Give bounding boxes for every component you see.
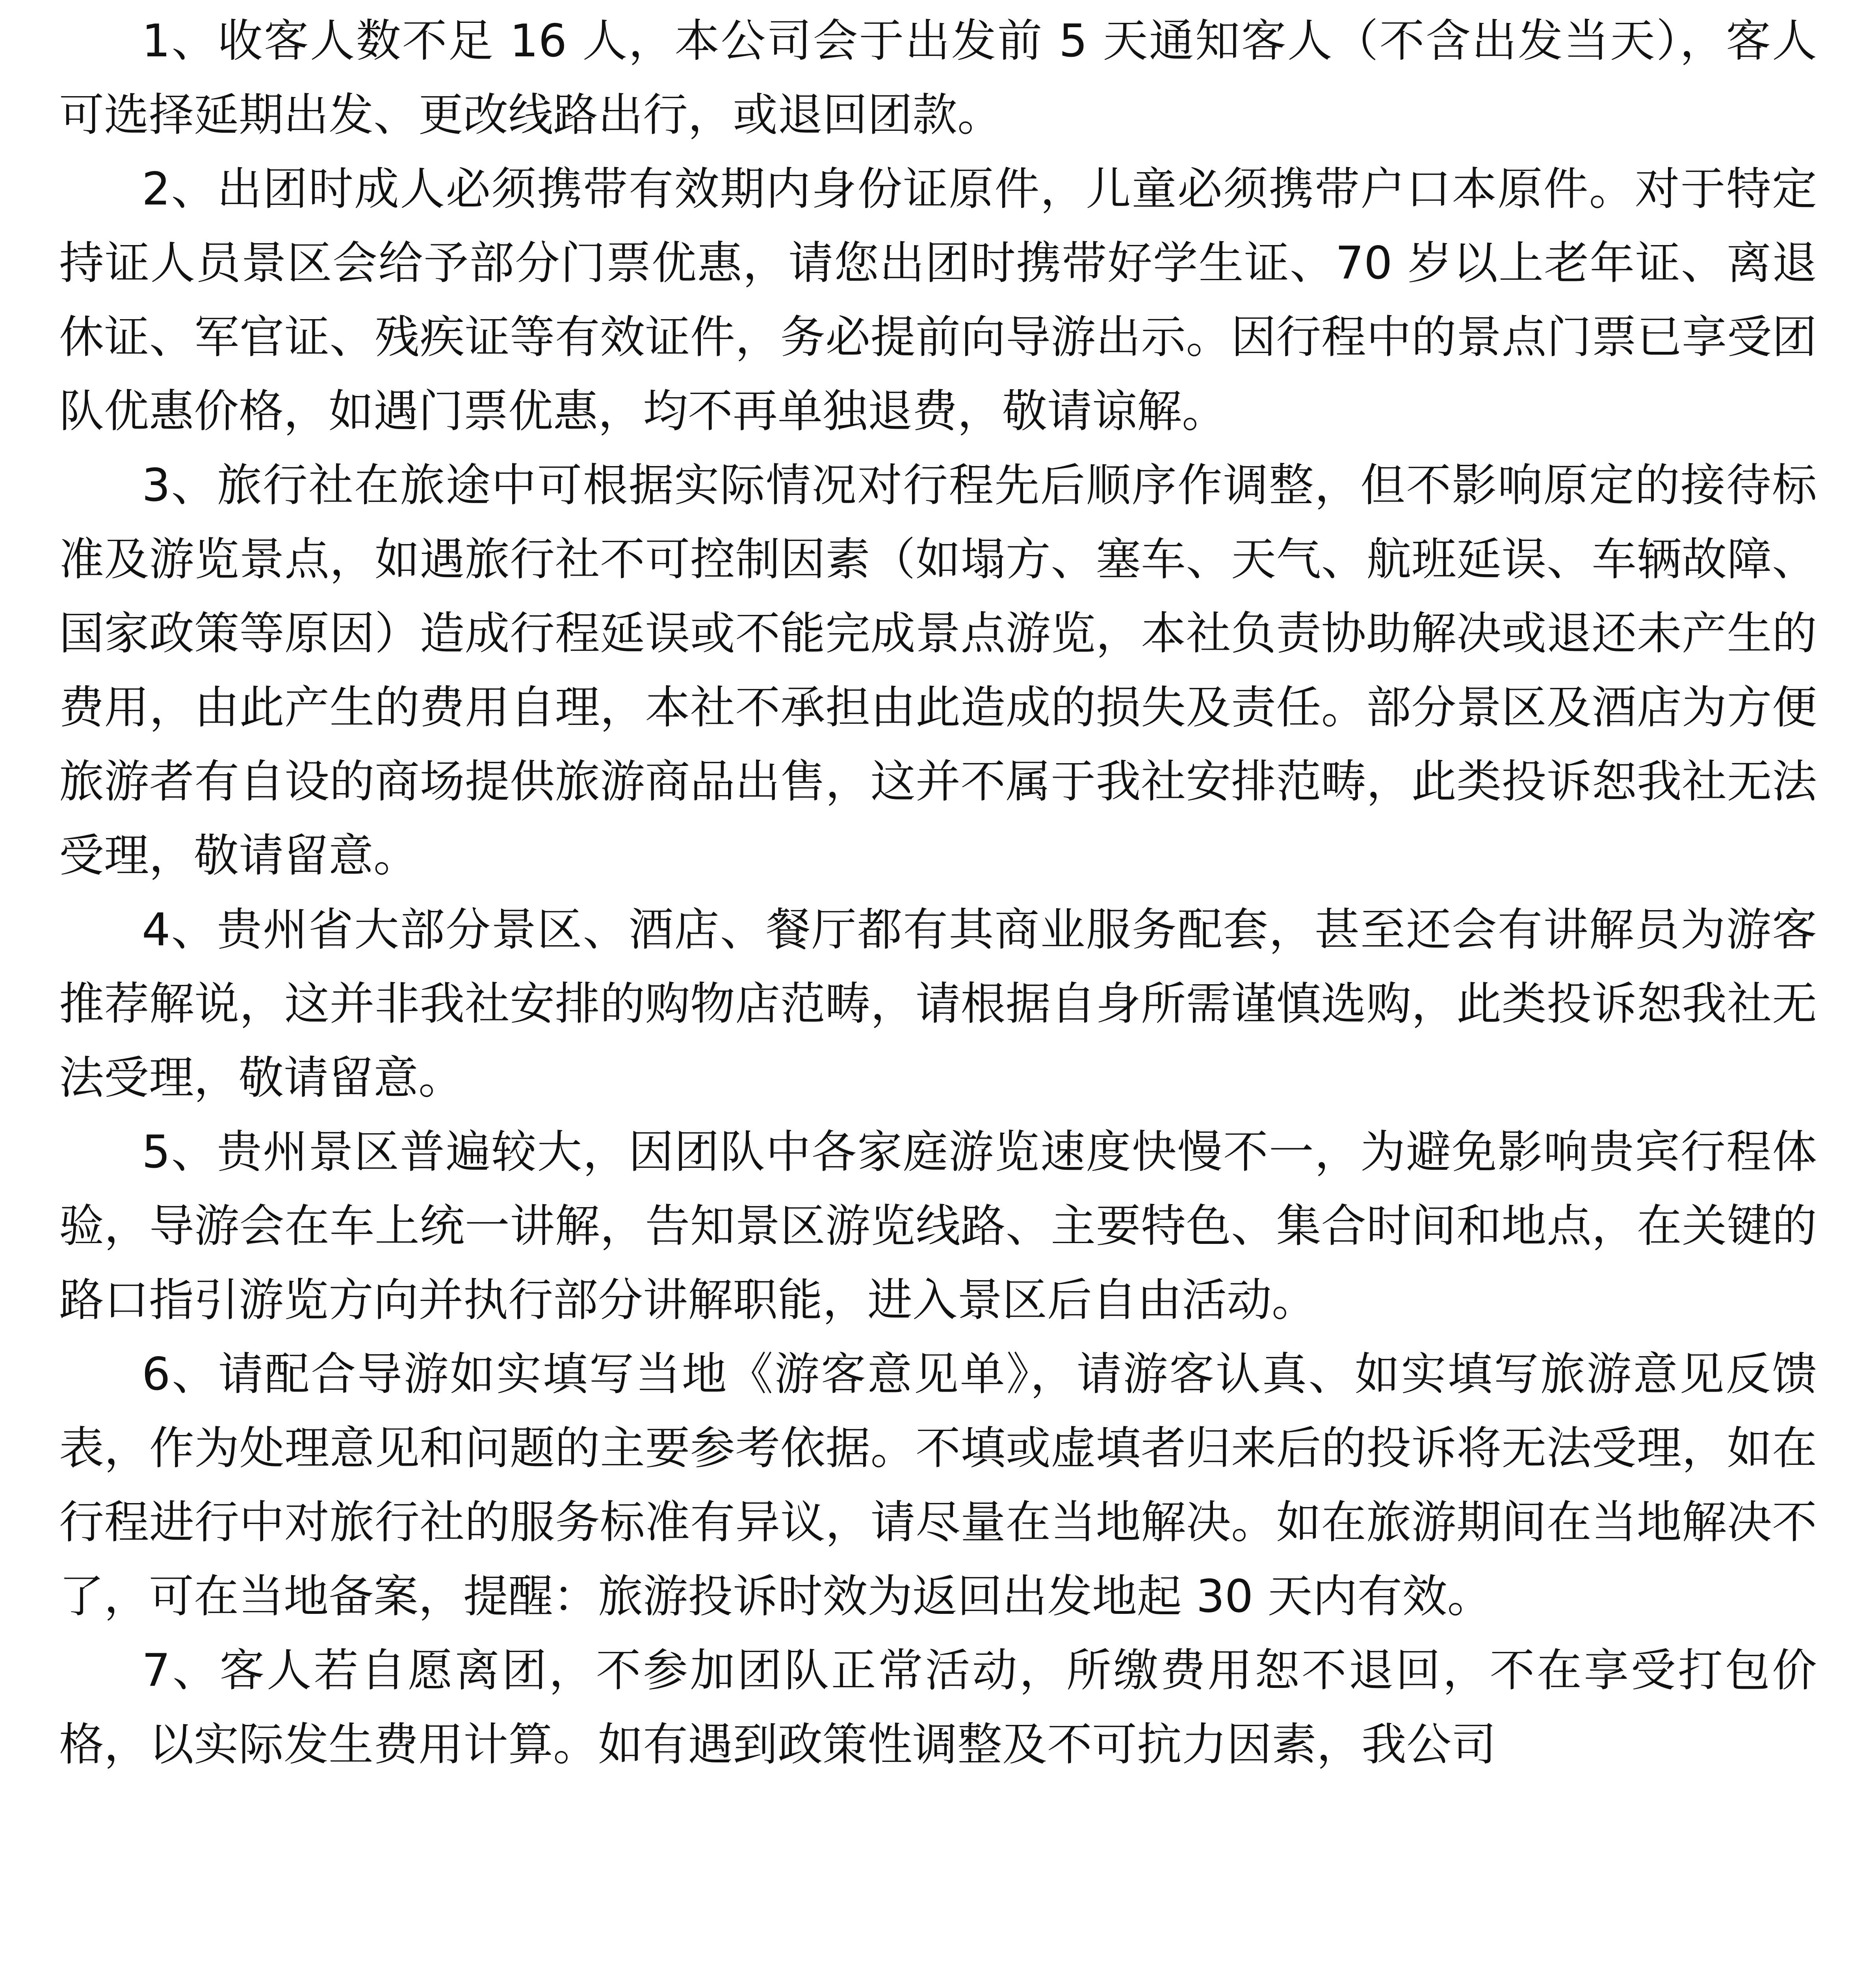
paragraph-5: 5、贵州景区普遍较大，因团队中各家庭游览速度快慢不一，为避免影响贵宾行程体验，导游会在车上统一讲解，告知景区游览线路、主要特色、集合时间和地点，在关键的路口指引游览方向并执行部分讲解职能，进入景区后自由活动。 (59, 1126, 1817, 1326)
paragraph-1: 1、收客人数不足 16 人，本公司会于出发前 5 天通知客人（不含出发当天），客人可选择延期出发、更改线路出行，或退回团款。 (59, 15, 1817, 141)
paragraph-3: 3、旅行社在旅途中可根据实际情况对行程先后顺序作调整，但不影响原定的接待标准及游览景点，如遇旅行社不可控制因素（如塌方、塞车、天气、航班延误、车辆故障、国家政策等原因）造成行程延误或不能完成景点游览，本社负责协助解决或退还未产生的费用，由此产生的费用自理，本社不承担由此造成的损失及责任。部分景区及酒店为方便旅游者有自设的商场提供旅游商品出售，这并不属于我社安排范畴，此类投诉恕我社无法受理，敬请留意。 (59, 459, 1817, 882)
paragraph-2: 2、出团时成人必须携带有效期内身份证原件，儿童必须携带户口本原件。对于特定持证人员景区会给予部分门票优惠，请您出团时携带好学生证、70 岁以上老年证、离退休证、军官证、残疾证等有效证件，务必提前向导游出示。因行程中的景点门票已享受团队优惠价格，如遇门票优惠，均不再单独退费，敬请谅解。 (59, 163, 1817, 437)
paragraph-7: 7、客人若自愿离团，不参加团队正常活动，所缴费用恕不退回，不在享受打包价格，以实际发生费用计算。如有遇到政策性调整及不可抗力因素，我公司 (59, 1644, 1817, 1771)
paragraph-4: 4、贵州省大部分景区、酒店、餐厅都有其商业服务配套，甚至还会有讲解员为游客推荐解说，这并非我社安排的购物店范畴，请根据自身所需谨慎选购，此类投诉恕我社无法受理，敬请留意。 (59, 903, 1817, 1104)
paragraph-6: 6、请配合导游如实填写当地《游客意见单》，请游客认真、如实填写旅游意见反馈表，作为处理意见和问题的主要参考依据。不填或虚填者归来后的投诉将无法受理，如在行程进行中对旅行社的服务标准有异议，请尽量在当地解决。如在旅游期间在当地解决不了，可在当地备案，提醒：旅游投诉时效为返回出发地起 30 天内有效。 (59, 1348, 1817, 1622)
